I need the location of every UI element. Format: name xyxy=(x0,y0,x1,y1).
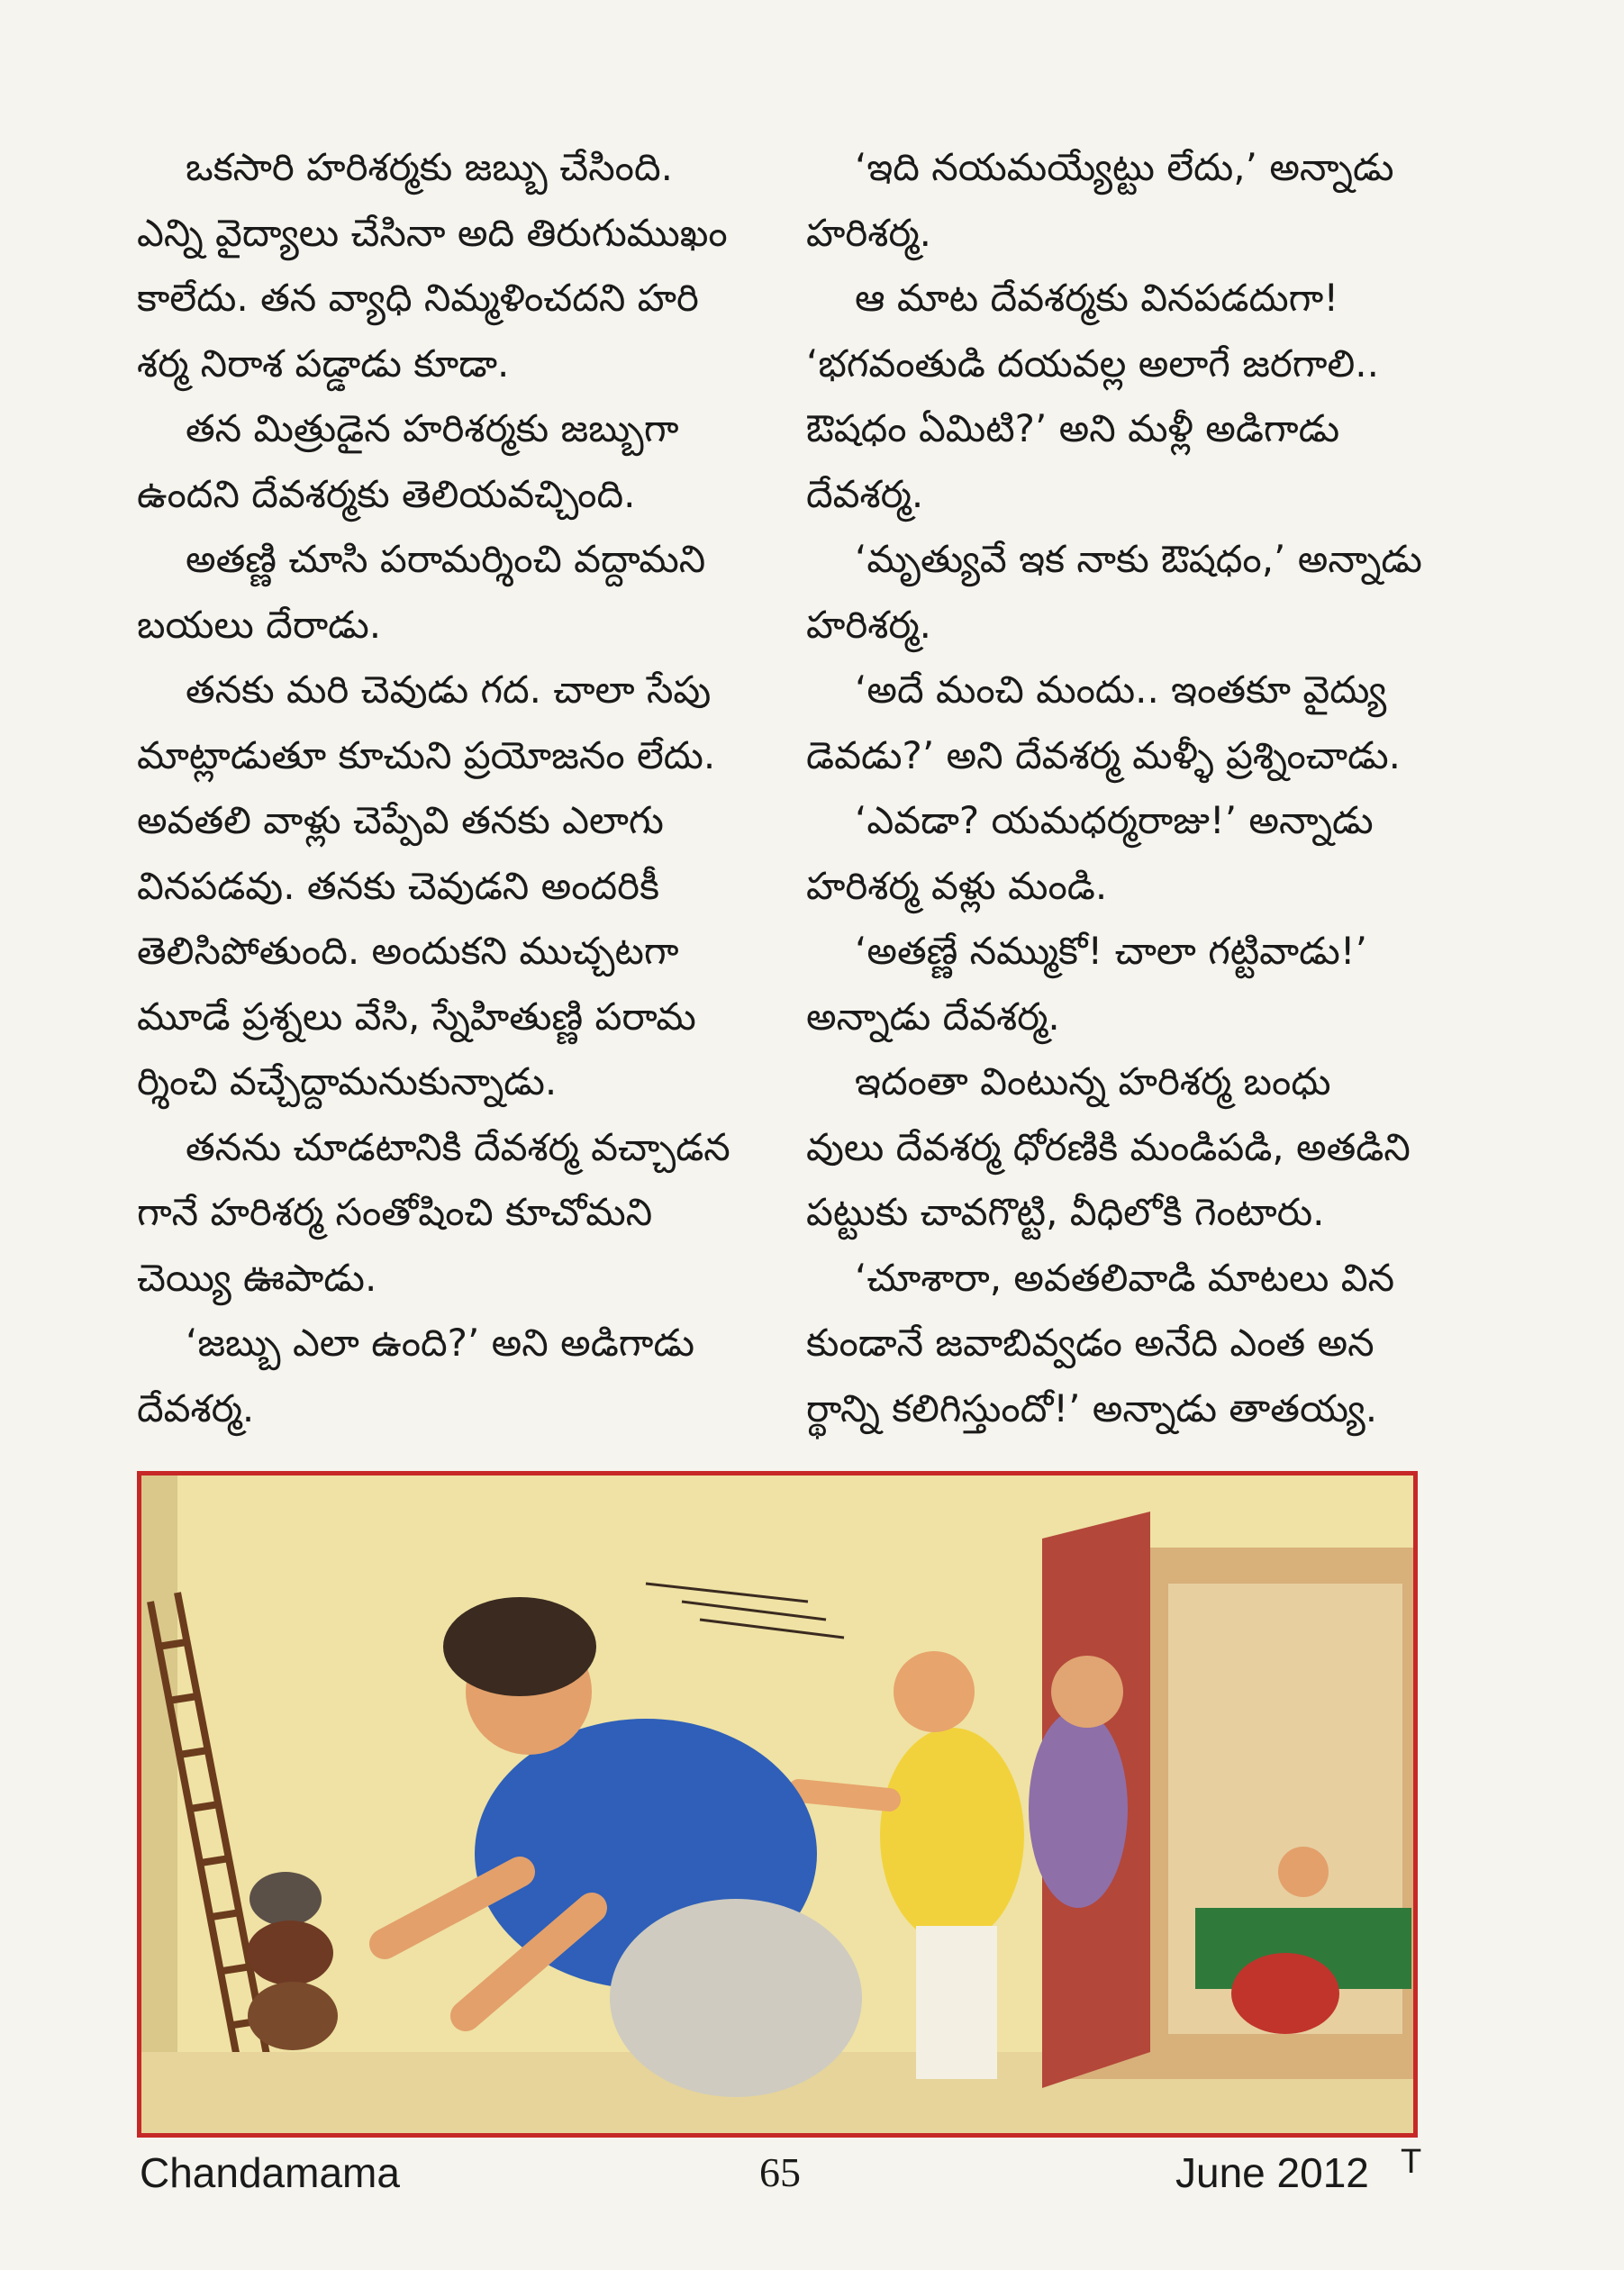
text-line: దేవశర్మ. xyxy=(137,1385,255,1430)
text-line: పట్టుకు చావగొట్టి, వీధిలోకి గెంటారు. xyxy=(806,1190,1325,1234)
magazine-name: Chandamama xyxy=(140,2149,400,2196)
text-line: తన మిత్రుడైన హరిశర్మకు జబ్బుగా xyxy=(186,406,679,450)
text-line: డెవడు?’ అని దేవశర్మ మళ్ళీ ప్రశ్నించాడు. xyxy=(806,732,1402,777)
text-line: దేవశర్మ. xyxy=(806,471,924,516)
text-line: ఒకసారి హరిశర్మకు జబ్బు చేసింది. xyxy=(186,145,673,189)
text-line: తనను చూడటానికి దేవశర్మ వచ్చాడన xyxy=(186,1124,730,1169)
text-line: ‘ఇది నయమయ్యేట్టు లేదు,’ అన్నాడు xyxy=(855,145,1394,189)
text-line: వులు దేవశర్మ ధోరణికి మండిపడి, అతడిని xyxy=(806,1124,1411,1169)
text-line: ‘మృత్యువే ఇక నాకు ఔషధం,’ అన్నాడు xyxy=(855,537,1422,581)
text-line: కుండానే జవాబివ్వడం అనేది ఎంత అన xyxy=(806,1321,1375,1365)
text-line: చెయ్యి ఊపాడు. xyxy=(137,1255,377,1300)
text-line: ‘భగవంతుడి దయవల్ల అలాగే జరగాలి.. xyxy=(806,340,1379,386)
text-line: ఔషధం ఏమిటి?’ అని మళ్లీ అడిగాడు xyxy=(806,406,1340,450)
page-number: 65 xyxy=(759,2149,801,2195)
text-line: ఇదంతా వింటున్న హరిశర్మ బంధు xyxy=(855,1059,1331,1103)
illustration-scene xyxy=(141,1476,1413,2133)
text-line: అతణ్ణి చూసి పరామర్శించి వద్దామని xyxy=(186,537,706,581)
text-line: ‘చూశారా, అవతలివాడి మాటలు విన xyxy=(855,1255,1395,1300)
pot xyxy=(247,1920,333,1985)
pot xyxy=(248,1982,338,2050)
wall-edge xyxy=(141,1476,177,2133)
text-line: తనకు మరి చెవుడు గద. చాలా సేపు xyxy=(186,667,712,712)
text-line: ర్థాన్ని కలిగిస్తుందో!’ అన్నాడు తాతయ్య. xyxy=(806,1385,1378,1430)
text-line: ర్శించి వచ్చేద్దామనుకున్నాడు. xyxy=(137,1059,558,1103)
text-line: శర్మ నిరాశ పడ్డాడు కూడా. xyxy=(137,340,510,386)
story-illustration xyxy=(137,1471,1418,2138)
text-line: మాట్లాడుతూ కూచుని ప్రయోజనం లేదు. xyxy=(137,732,716,777)
woman-figure xyxy=(1231,1953,1339,2034)
text-line: హరిశర్మ వళ్లు మండి. xyxy=(806,863,1108,908)
text-line: ‘అదే మంచి మందు.. ఇంతకూ వైద్యు xyxy=(855,667,1387,712)
text-line: బయలు దేరాడు. xyxy=(137,602,382,647)
issue-date: June 2012 xyxy=(1175,2149,1369,2196)
corner-mark: T xyxy=(1401,2143,1422,2181)
relative-head xyxy=(1051,1656,1123,1728)
right-text-column xyxy=(806,135,1437,1441)
devasharma-figure xyxy=(385,1597,862,2097)
text-line: ‘జబ్బు ఎలా ఉంది?’ అని అడిగాడు xyxy=(186,1321,695,1365)
text-line: ‘ఎవడా? యమధర్మరాజు!’ అన్నాడు xyxy=(855,798,1374,842)
pot xyxy=(249,1872,322,1926)
text-line: అవతలి వాళ్లు చెప్పేవి తనకు ఎలాగు xyxy=(137,798,664,842)
text-line: అన్నాడు దేవశర్మ. xyxy=(806,994,1060,1039)
text-line: హరిశర్మ. xyxy=(806,602,931,647)
text-line: తెలిసిపోతుంది. అందుకని ముచ్చటగా xyxy=(137,929,679,973)
text-line: కాలేదు. తన వ్యాధి నిమ్మళించదని హరి xyxy=(137,276,699,320)
motion-lines xyxy=(646,1584,844,1638)
text-line: ‘అతణ్ణే నమ్ముకో! చాలా గట్టివాడు!’ xyxy=(855,929,1367,973)
text-line: ఎన్ని వైద్యాలు చేసినా అది తిరుగుముఖం xyxy=(137,210,728,255)
relative-figure xyxy=(1029,1710,1128,1908)
text-line: హరిశర్మ. xyxy=(806,210,931,255)
sick-person-head xyxy=(1278,1847,1329,1897)
text-line: గానే హరిశర్మ సంతోషించి కూచోమని xyxy=(137,1190,653,1234)
text-line: మూడే ప్రశ్నలు వేసి, స్నేహితుణ్ణి పరామ xyxy=(137,994,696,1039)
text-line: ఉందని దేవశర్మకు తెలియవచ్చింది. xyxy=(137,471,636,516)
text-line: వినపడవు. తనకు చెవుడని అందరికీ xyxy=(137,863,659,908)
text-line: ఆ మాట దేవశర్మకు వినపడదుగా! xyxy=(855,276,1339,320)
left-text-column xyxy=(137,135,767,1441)
